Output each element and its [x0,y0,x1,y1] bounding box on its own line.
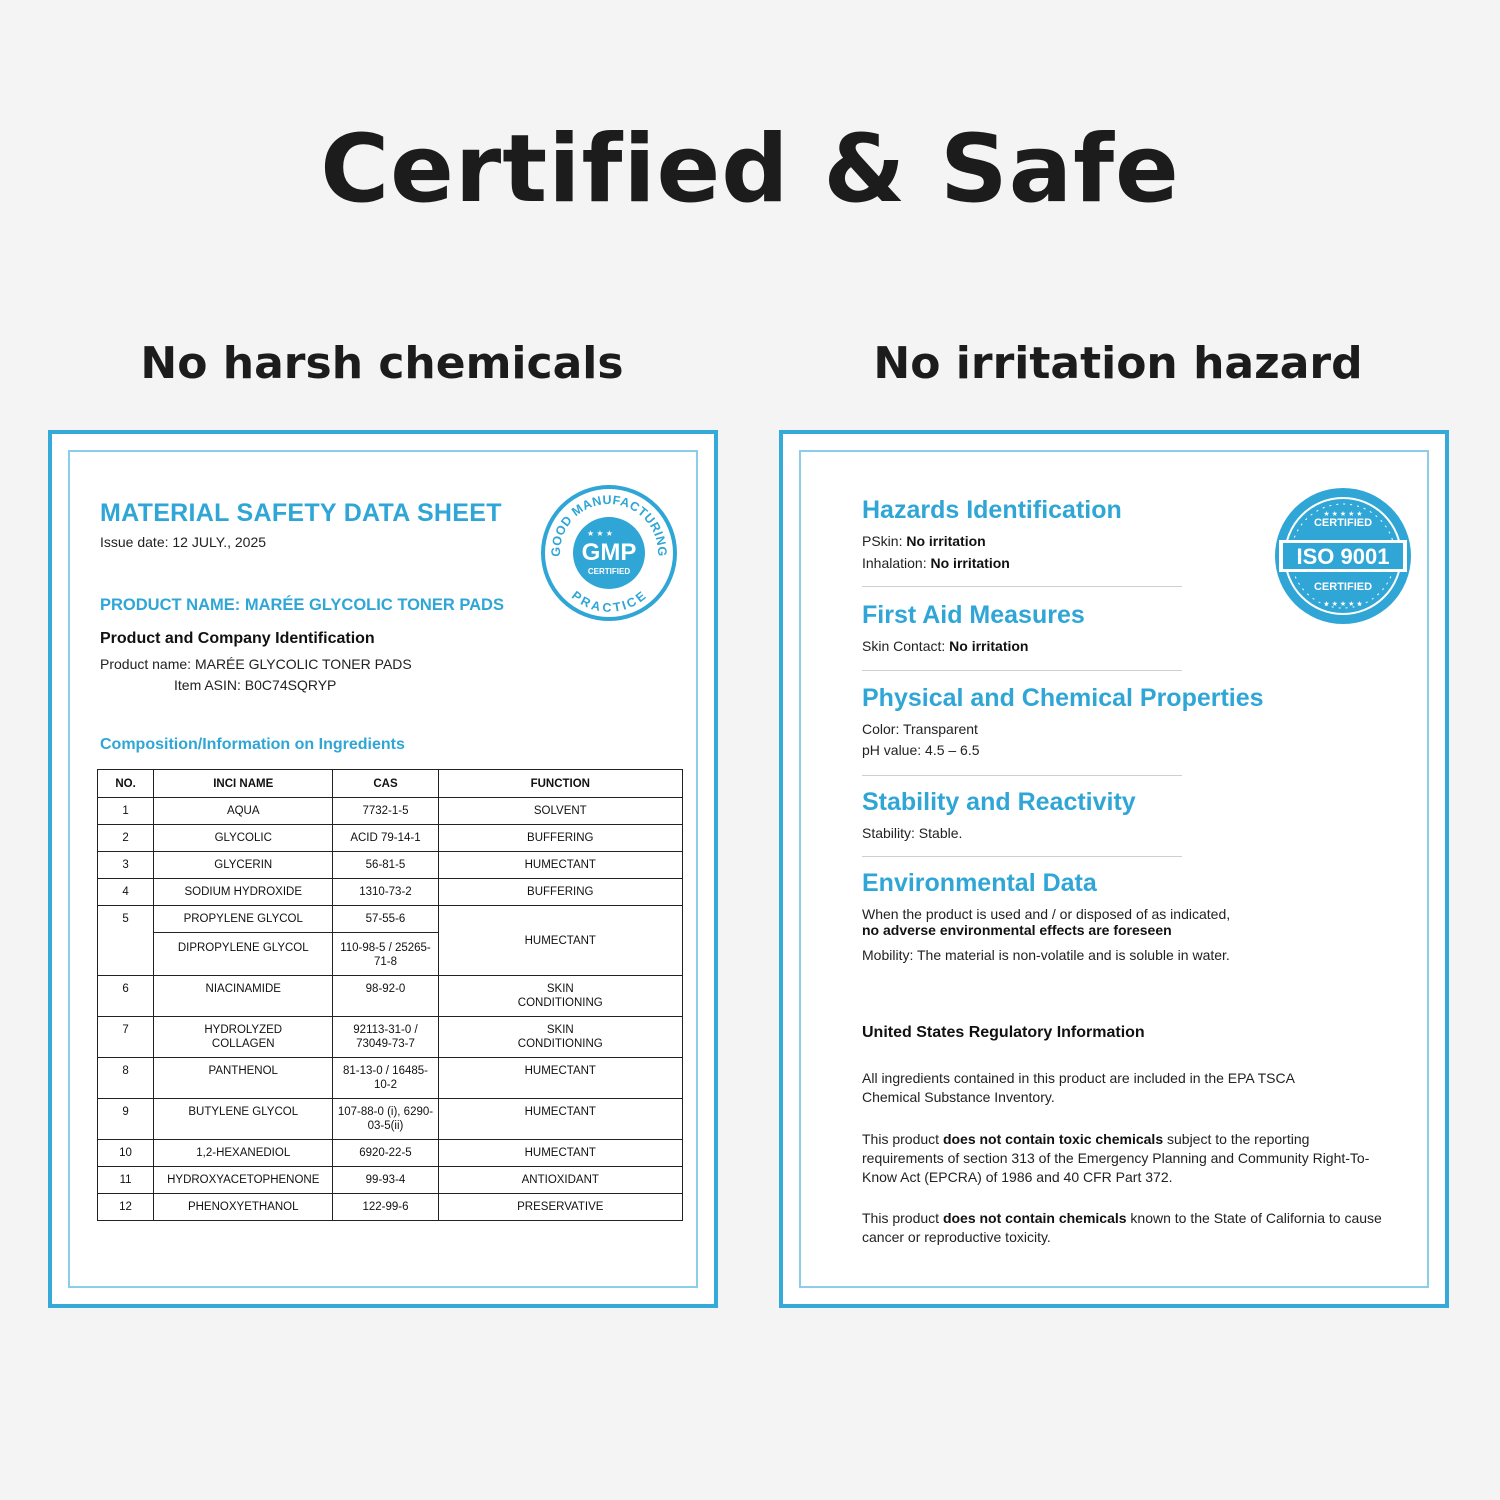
iso-9001-seal-icon [1273,486,1413,626]
cell-name: HYDROLYZED COLLAGEN [154,1017,333,1058]
cell-function: BUFFERING [438,825,682,852]
cell-no: 1 [98,798,154,825]
cell-cas: 7732-1-5 [333,798,438,825]
cell-cas: 98-92-0 [333,976,438,1017]
gmp-sub: CERTIFIED [587,567,631,576]
first-aid-skin: Skin Contact: No irritation [862,638,1029,654]
msds-title: MATERIAL SAFETY DATA SHEET [100,499,502,527]
cell-no: 10 [98,1140,154,1167]
cell-name: DIPROPYLENE GLYCOL [154,933,333,976]
cell-cas: 122-99-6 [333,1194,438,1221]
cell-name: GLYCOLIC [154,825,333,852]
gmp-bottom-arc: PRACTICE [568,588,650,615]
svg-text:★ ★ ★ ★ ★: ★ ★ ★ ★ ★ [1323,601,1363,608]
properties-heading: Physical and Chemical Properties [862,684,1264,712]
first-aid-heading: First Aid Measures [862,601,1085,629]
cell-function: SKIN CONDITIONING [438,976,682,1017]
cell-function: SKIN CONDITIONING [438,1017,682,1058]
cell-name: SODIUM HYDROXIDE [154,879,333,906]
table-row [98,1099,683,1140]
properties-color: Color: Transparent [862,721,978,737]
svg-text:★ ★ ★: ★ ★ ★ [587,529,613,538]
header-cas: CAS [333,770,438,798]
stability-text: Stability: Stable. [862,825,963,841]
cell-no: 6 [98,976,154,1017]
cell-function: BUFFERING [438,879,682,906]
hazards-inhalation: Inhalation: No irritation [862,555,1010,571]
svg-text:★ ★ ★ ★ ★: ★ ★ ★ ★ ★ [1323,511,1363,518]
page-title: Certified & Safe [320,115,1180,224]
cell-no: 4 [98,879,154,906]
cell-no: 12 [98,1194,154,1221]
cell-function: SOLVENT [438,798,682,825]
cell-cas: 56-81-5 [333,852,438,879]
cell-no: 11 [98,1167,154,1194]
iso-center-text: ISO 9001 [1296,544,1390,569]
cell-no: 3 [98,852,154,879]
table-row [98,1167,683,1194]
cell-no: 2 [98,825,154,852]
table-row [98,879,683,906]
header-function: FUNCTION [438,770,682,798]
properties-ph: pH value: 4.5 – 6.5 [862,742,980,758]
cell-cas: 57-55-6 [333,906,438,933]
table-header-row [98,770,683,798]
table-row [98,1140,683,1167]
table-row [98,1017,683,1058]
cell-name: NIACINAMIDE [154,976,333,1017]
iso-top-text: CERTIFIED [1313,517,1373,529]
cell-cas: 99-93-4 [333,1167,438,1194]
cell-name: AQUA [154,798,333,825]
composition-heading: Composition/Information on Ingredients [100,736,405,753]
hazards-heading: Hazards Identification [862,496,1122,524]
cell-name: BUTYLENE GLYCOL [154,1099,333,1140]
cell-cas: 6920-22-5 [333,1140,438,1167]
cell-cas: 81-13-0 / 16485-10-2 [333,1058,438,1099]
cell-function: ANTIOXIDANT [438,1167,682,1194]
divider [862,775,1182,776]
us-regulatory-p1: All ingredients contained in this product are included in the EPA TSCA Chemical Substance Inventory. [862,1070,1295,1105]
cell-no: 9 [98,1099,154,1140]
cell-function: HUMECTANT [438,906,682,976]
environmental-mobility: Mobility: The material is non-volatile and is soluble in water. [862,947,1230,963]
right-heading: No irritation hazard [873,338,1363,389]
table-row [98,798,683,825]
divider [862,586,1182,587]
cell-no: 5 [98,906,154,976]
table-row [98,906,683,933]
cell-no: 8 [98,1058,154,1099]
us-regulatory-p3: This product does not contain chemicals known to the State of California to cause cancer or reproductive toxicity. [862,1210,1382,1245]
environmental-line1: When the product is used and / or disposed of as indicated, [862,906,1231,922]
cell-cas: 107-88-0 (i), 6290-03-5(ii) [333,1099,438,1140]
header-no: NO. [98,770,154,798]
gmp-seal-icon [540,484,678,622]
stability-heading: Stability and Reactivity [862,788,1136,816]
cell-name: HYDROXYACETOPHENONE [154,1167,333,1194]
safety-sheet [779,430,1449,1308]
divider [862,856,1182,857]
cell-function: PRESERVATIVE [438,1194,682,1221]
issue-date: Issue date: 12 JULY., 2025 [100,534,267,550]
us-regulatory-p2: This product does not contain toxic chemicals subject to the reporting requirements of section 313 of the Emergency Planning and Community Right-To-Know Act (EPCRA) of 1986 and 40 CFR Part 372. [862,1131,1370,1185]
hazards-skin: PSkin: No irritation [862,533,986,549]
cell-function: HUMECTANT [438,1099,682,1140]
msds-sheet [48,430,718,1308]
us-regulatory-heading: United States Regulatory Information [862,1024,1145,1041]
identification-heading: Product and Company Identification [100,630,375,647]
environmental-heading: Environmental Data [862,869,1097,897]
cell-function: HUMECTANT [438,1058,682,1099]
cell-function: HUMECTANT [438,1140,682,1167]
cell-cas: 110-98-5 / 25265-71-8 [333,933,438,976]
cell-cas: 92113-31-0 / 73049-73-7 [333,1017,438,1058]
cell-name: PHENOXYETHANOL [154,1194,333,1221]
environmental-line2: no adverse environmental effects are foreseen [862,922,1172,938]
table-row [98,852,683,879]
cell-name: 1,2-HEXANEDIOL [154,1140,333,1167]
ingredients-table [97,769,683,1221]
cell-name: GLYCERIN [154,852,333,879]
gmp-top-arc: GOOD MANUFACTURING [548,492,670,557]
table-row [98,1058,683,1099]
cell-cas: 1310-73-2 [333,879,438,906]
table-row [98,1194,683,1221]
cell-cas: ACID 79-14-1 [333,825,438,852]
cell-no: 7 [98,1017,154,1058]
divider [862,670,1182,671]
item-asin: Item ASIN: B0C74SQRYP [174,677,337,693]
iso-bottom-text: CERTIFIED [1313,581,1373,593]
product-name-line: Product name: MARÉE GLYCOLIC TONER PADS [100,656,412,672]
header-inci-name: INCI NAME [154,770,333,798]
product-name-heading: PRODUCT NAME: MARÉE GLYCOLIC TONER PADS [100,596,504,614]
gmp-center: GMP [581,539,637,566]
table-row [98,825,683,852]
cell-name: PROPYLENE GLYCOL [154,906,333,933]
left-heading: No harsh chemicals [140,338,624,389]
table-row [98,976,683,1017]
cell-function: HUMECTANT [438,852,682,879]
cell-name: PANTHENOL [154,1058,333,1099]
